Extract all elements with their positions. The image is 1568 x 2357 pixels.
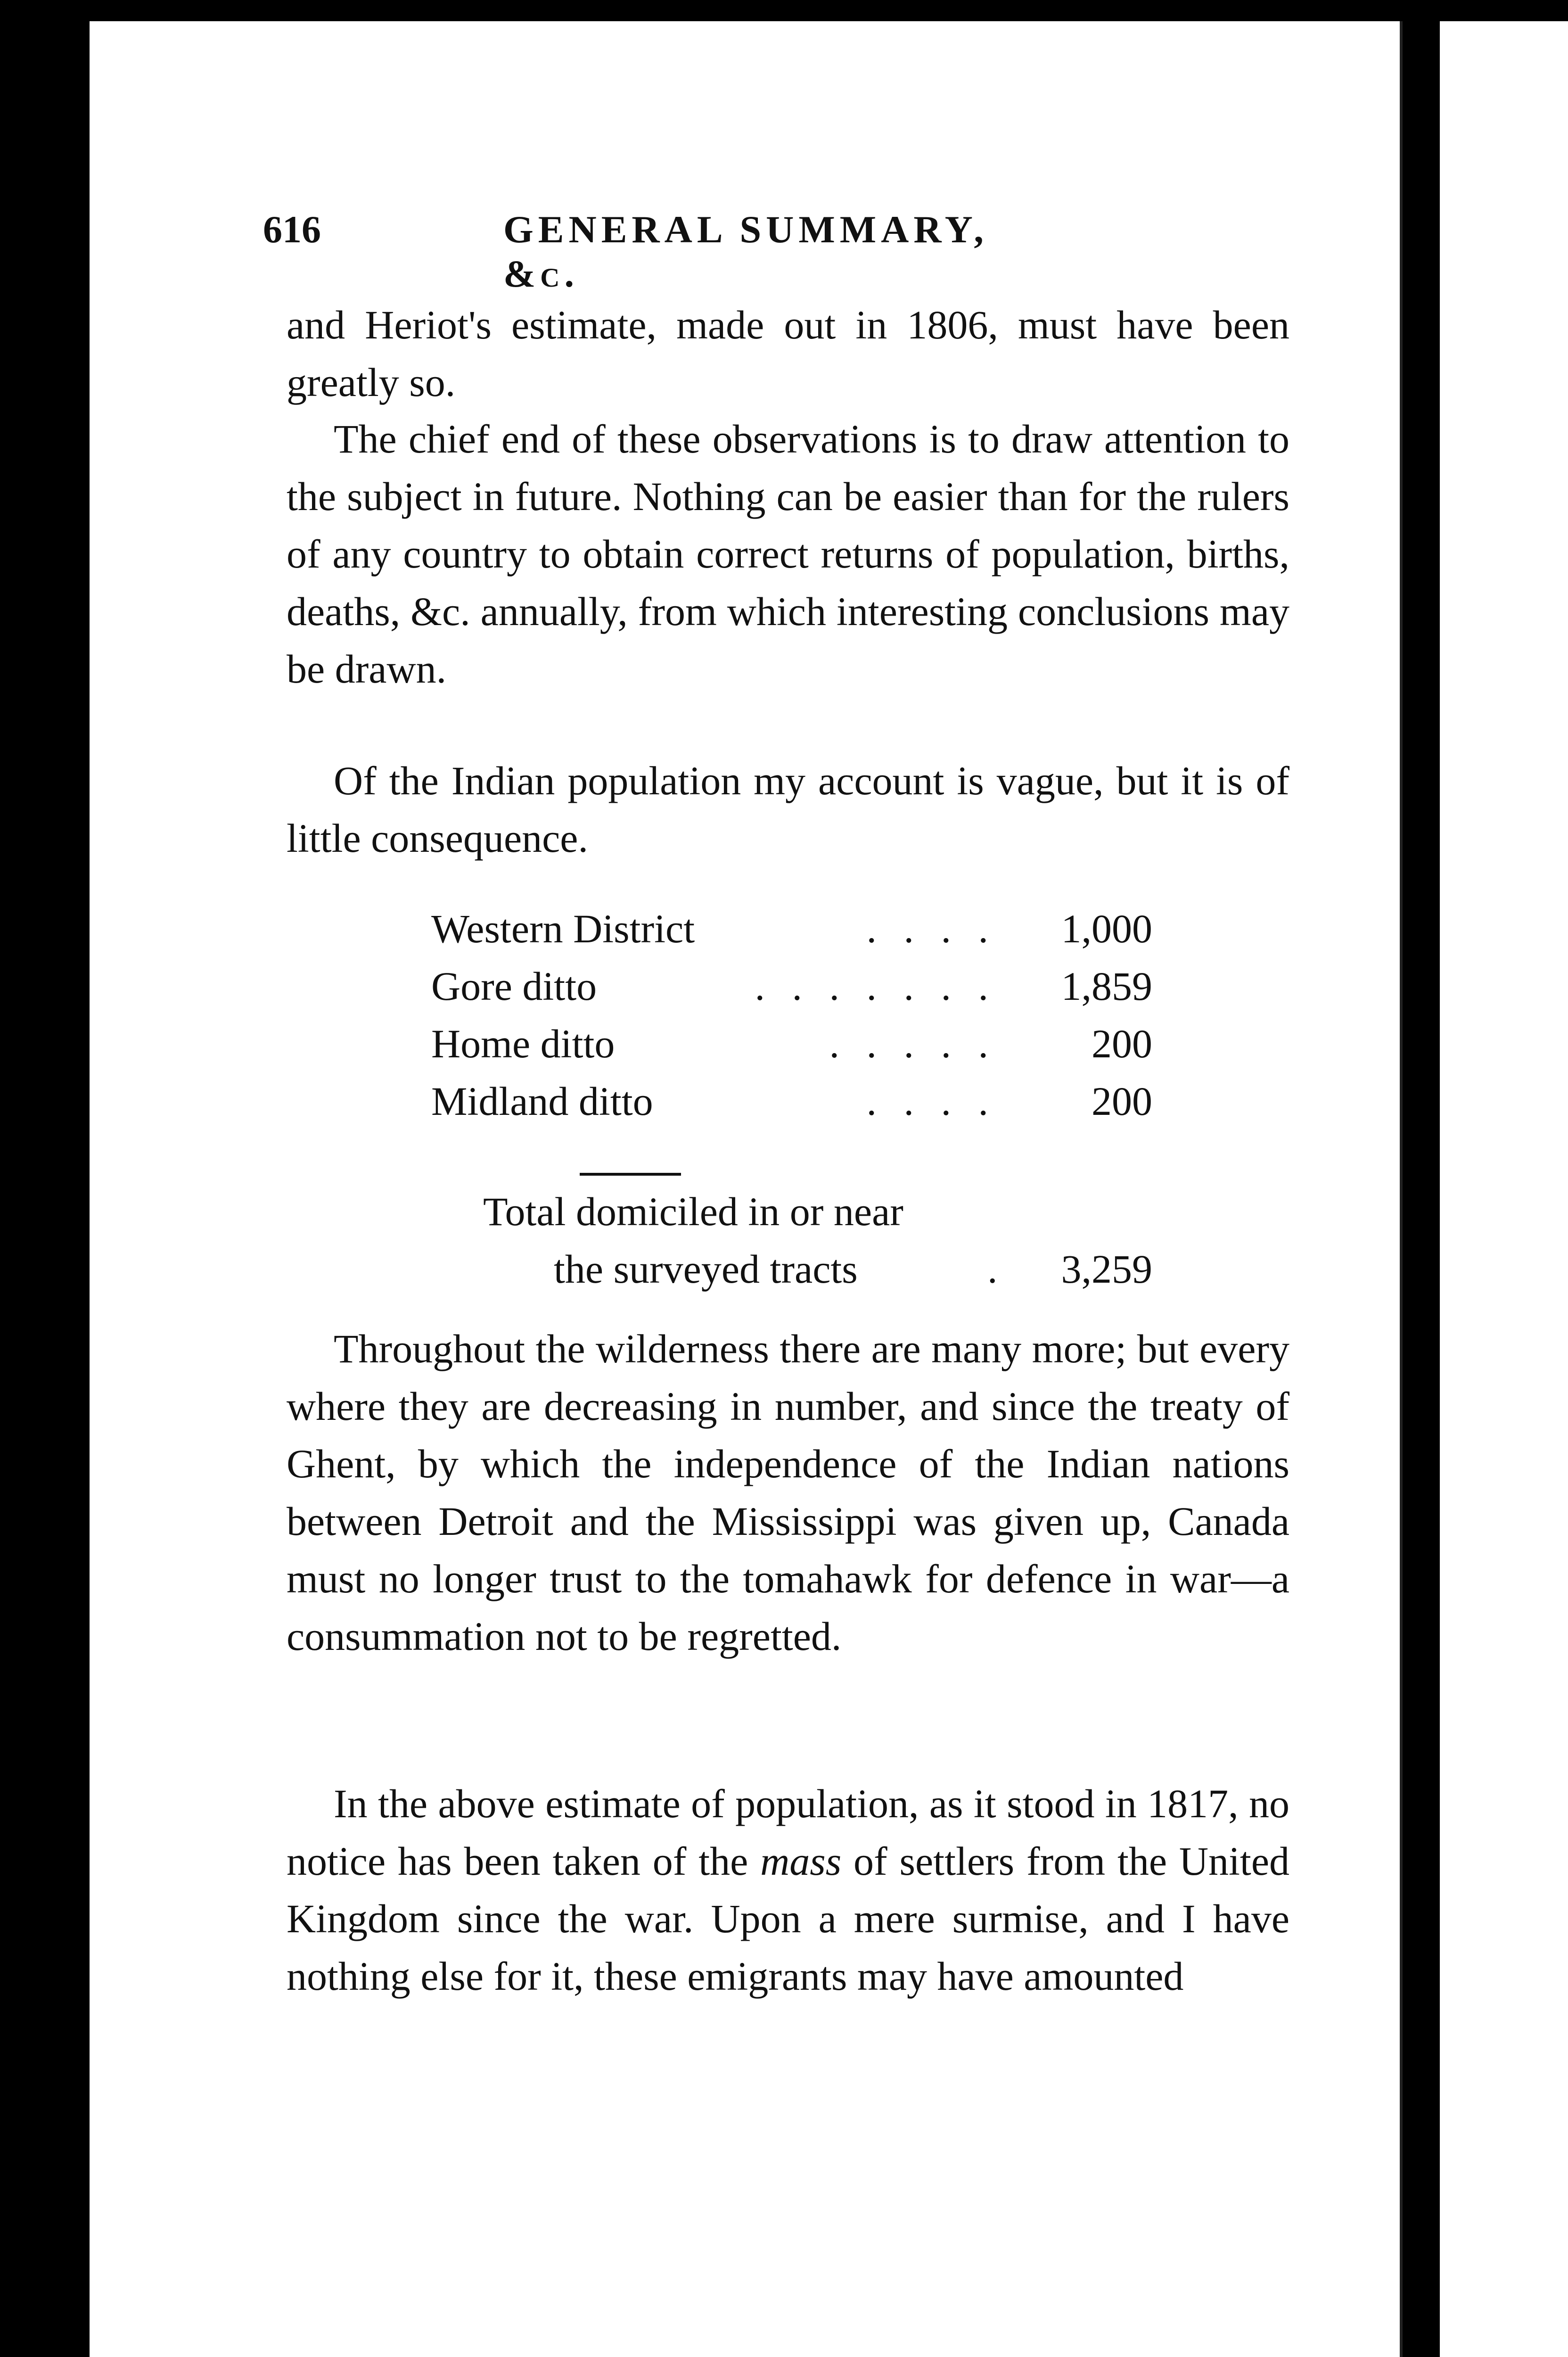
- table-row: [431, 963, 1152, 1020]
- row-label: Gore ditto: [431, 964, 597, 1009]
- paragraph-observations: The chief end of these observations is to draw attention to the subject in future. Nothing can be easier than for the rulers of any country to obtain correct returns of population, births, deaths, &c. annually, from which interesting conclusions may be drawn.: [287, 416, 1289, 692]
- leader-dots: . . . .: [866, 906, 997, 951]
- row-value: 200: [1092, 1021, 1152, 1066]
- table-row: [431, 1020, 1152, 1078]
- row-label: Western District: [431, 906, 695, 951]
- total-value: 3,259: [1061, 1246, 1152, 1292]
- row-value: 1,000: [1061, 906, 1152, 951]
- leader-dots: . . . . .: [829, 1021, 997, 1066]
- leader-dots: . . . . . . .: [755, 964, 997, 1009]
- row-value: 1,859: [1061, 964, 1152, 1009]
- emphasized-word: mass: [760, 1838, 842, 1884]
- running-head: GENERAL SUMMARY, &c.: [503, 208, 988, 295]
- text-run: of settlers from the United Kingdom since the war. Upon a mere surmise, and I have nothing else for it, these emigrants may have amounted: [287, 1838, 1289, 1999]
- table-row: [431, 1078, 1152, 1135]
- row-label: Midland ditto: [431, 1079, 653, 1124]
- population-table: [431, 905, 1152, 1135]
- paragraph-emigrants: [287, 1775, 1289, 2005]
- total-leader-dot: .: [987, 1246, 998, 1292]
- paragraph-wilderness: Throughout the wilderness there are many more; but every where they are decreasing in number, and since the treaty of Ghent, by which the independence of the Indian nations between Detroit and the Mississippi was given up, Canada must no longer trust to the tomahawk for defence in war—a consummation not to be regretted.: [287, 1326, 1289, 1659]
- total-label-line1: Total domiciled in or near: [483, 1189, 903, 1234]
- page-header: [263, 207, 1064, 295]
- population-total: [431, 1188, 1152, 1306]
- table-row: [431, 905, 1152, 963]
- page-number: 616: [263, 208, 321, 251]
- leader-dots: . . . .: [866, 1079, 997, 1124]
- text-run: In the above estimate of population, as it stood in 1817, no notice has been taken of the: [287, 1781, 1289, 1884]
- facing-page-edge: [1440, 21, 1568, 2357]
- paragraph-continued: and Heriot's estimate, made out in 1806, must have been greatly so.: [287, 302, 1289, 405]
- row-label: Home ditto: [431, 1021, 615, 1066]
- sum-rule: [580, 1173, 681, 1176]
- row-value: 200: [1092, 1079, 1152, 1124]
- total-label-line2: the surveyed tracts: [554, 1246, 858, 1292]
- paragraph-indian-population: Of the Indian population my account is vague, but it is of little consequence.: [287, 758, 1289, 861]
